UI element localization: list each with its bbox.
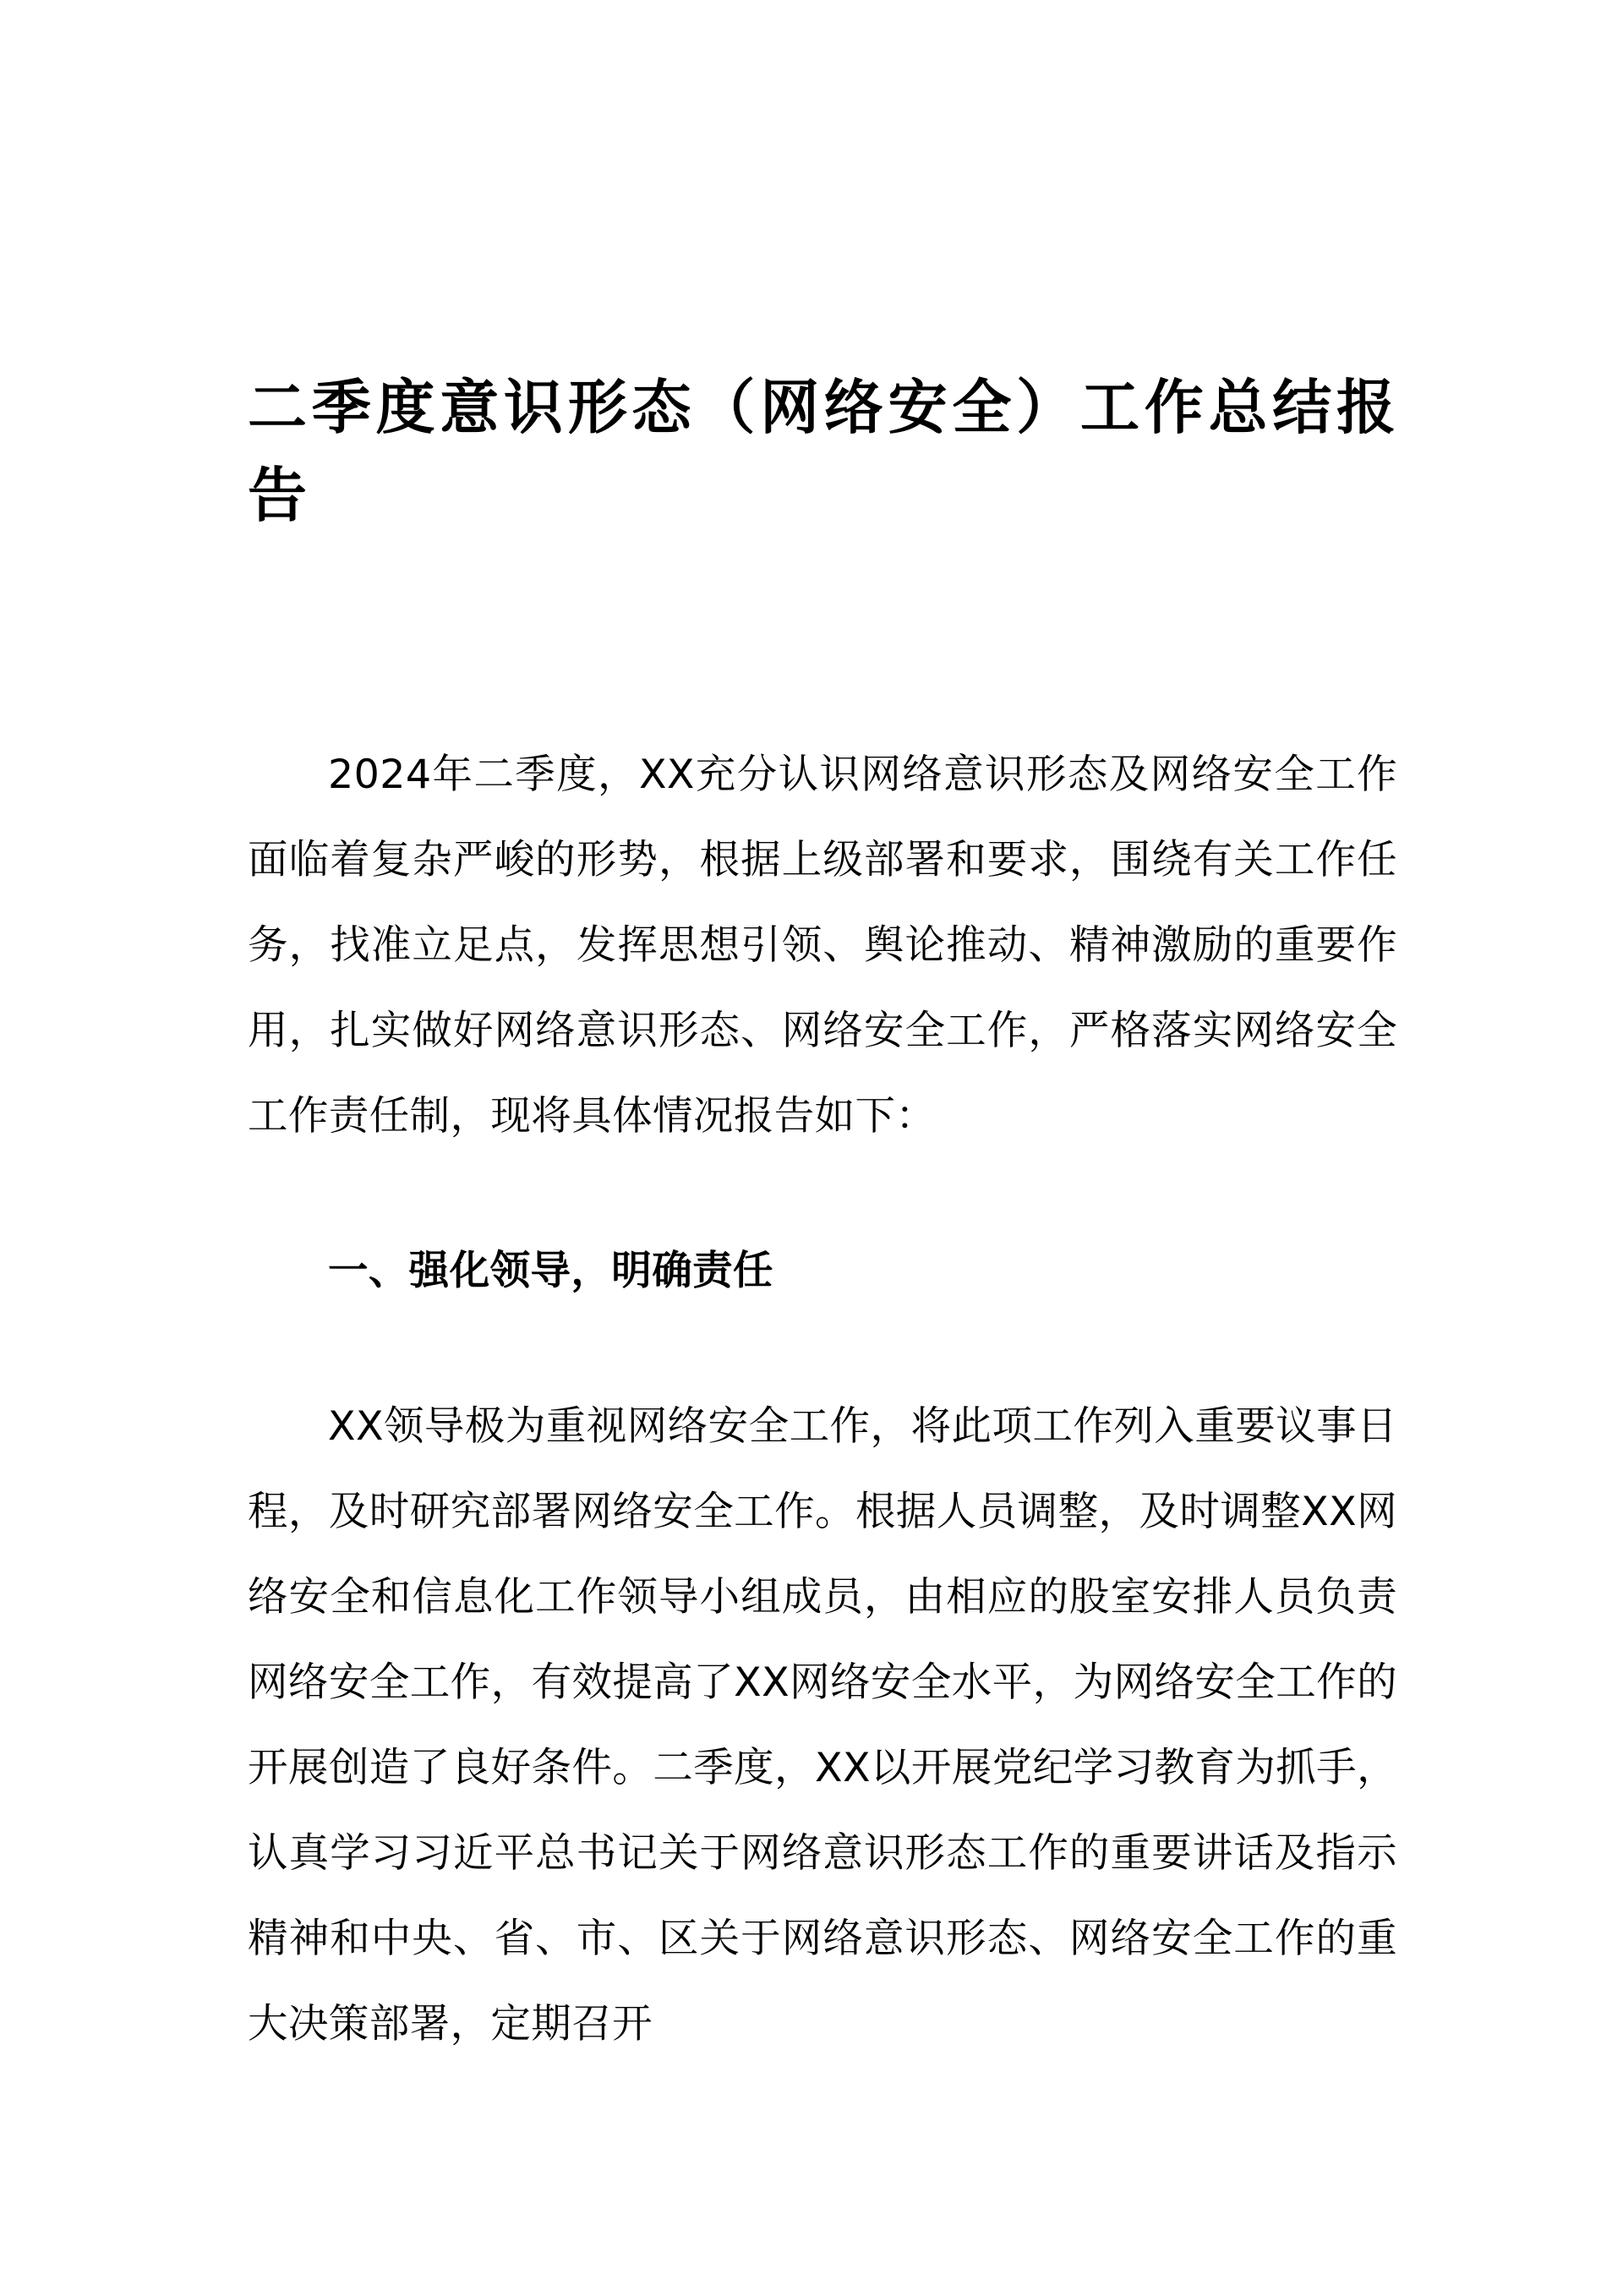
intro-paragraph: 2024年二季度，XX充分认识网络意识形态及网络安全工作面临着复杂严峻的形势，根据上级部署和要求，围绕有关工作任务，找准立足点，发挥思想引领、舆论推动、精神激励的重要作用，扎实做好网络意识形态、网络安全工作，严格落实网络安全工作责任制，现将具体情况报告如下： bbox=[248, 752, 1397, 1140]
document-title: 二季度意识形态（网络安全）工作总结报告 bbox=[248, 373, 1397, 530]
section-heading: 一、强化领导，明确责任 bbox=[328, 1248, 773, 1294]
document-page bbox=[248, 0, 1397, 2296]
section-body-paragraph: XX领导极为重视网络安全工作，将此项工作列入重要议事日程，及时研究部署网络安全工作。根据人员调整，及时调整XX网络安全和信息化工作领导小组成员，由相应的股室安排人员负责网络安全工作，有效提高了XX网络安全水平，为网络安全工作的开展创造了良好条件。二季度，XX以开展党纪学习教育为抓手，认真学习习近平总书记关于网络意识形态工作的重要讲话及指示精神和中央、省、市、区关于网络意识形态、网络安全工作的重大决策部署，定期召开 bbox=[248, 1403, 1397, 2047]
